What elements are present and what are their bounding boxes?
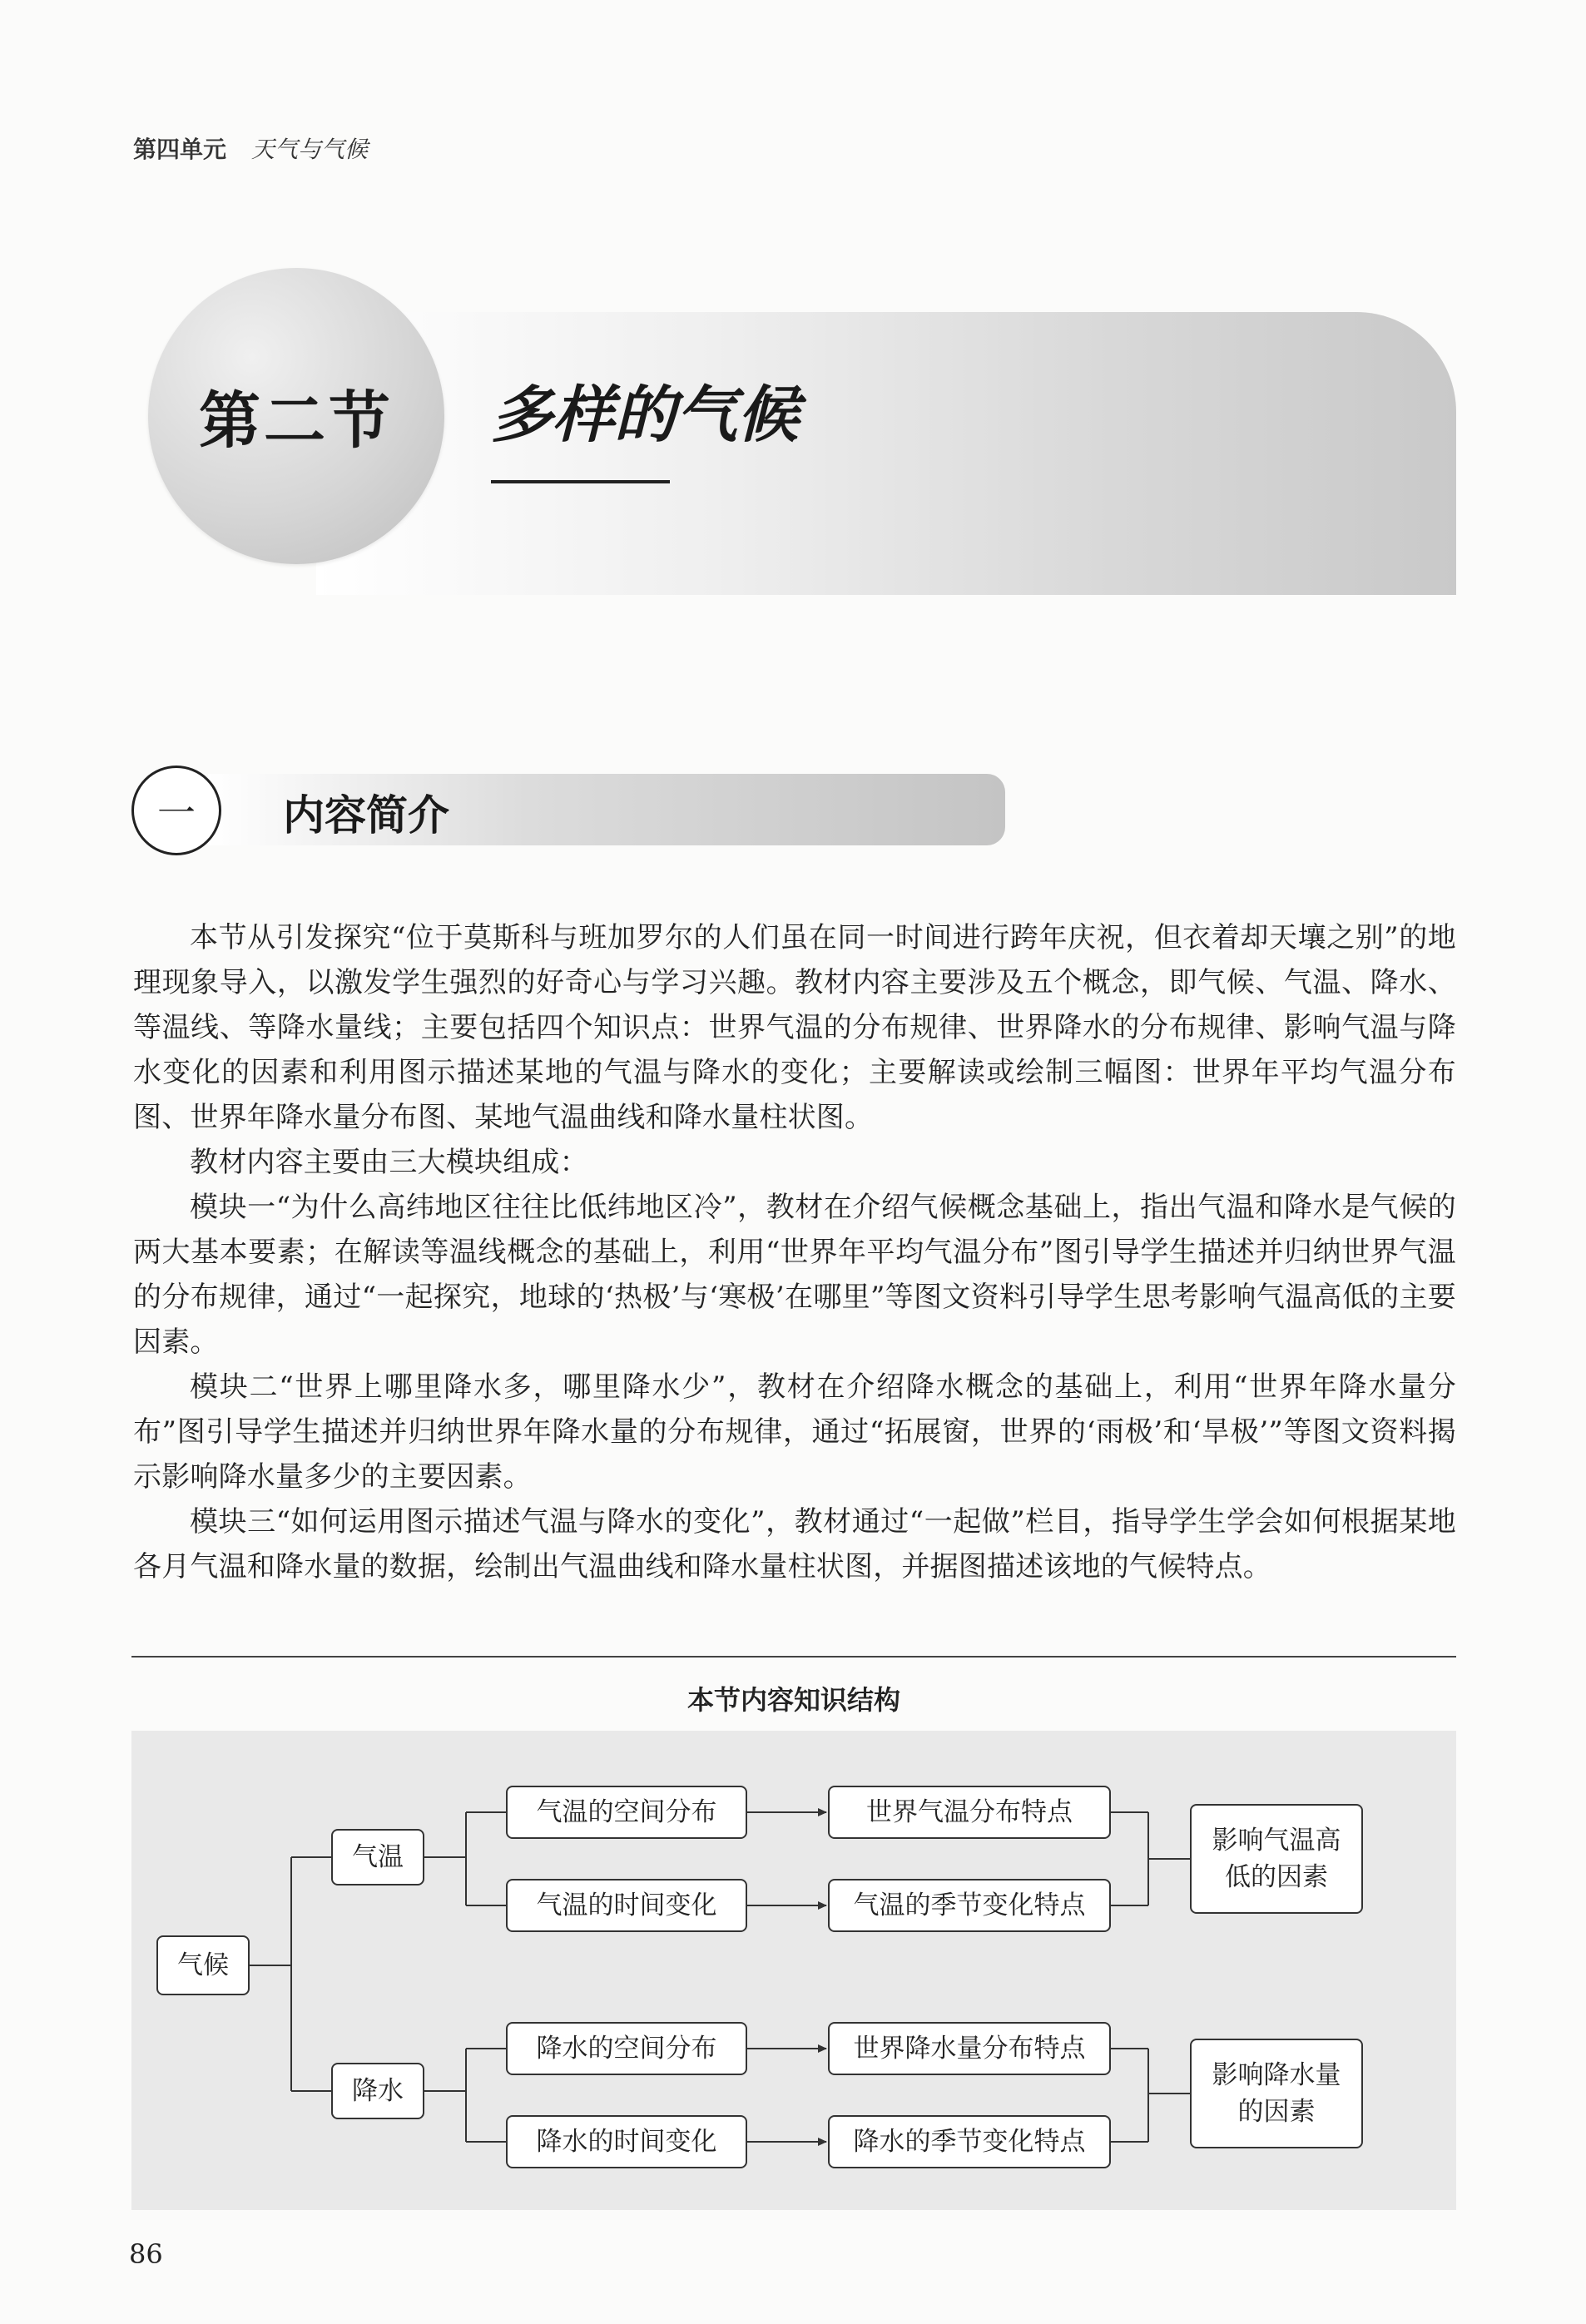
node-temperature-temporal: 气温的时间变化 — [506, 1879, 747, 1932]
unit-topic: 天气与气候 — [251, 136, 369, 163]
node-climate: 气候 — [156, 1935, 250, 1995]
paragraph: 模块三“如何运用图示描述气温与降水的变化”，教材通过“一起做”栏目，指导学生学会如何根据某地各月气温和降水量的数据，绘制出气温曲线和降水量柱状图，并据图描述该地的气候特点。 — [133, 1505, 1456, 1583]
node-temperature-factors: 影响气温高低的因素 — [1190, 1804, 1363, 1914]
node-precipitation-temporal: 降水的时间变化 — [506, 2115, 747, 2168]
paragraph: 教材内容主要由三大模块组成： — [190, 1146, 588, 1179]
unit-label: 第四单元 — [133, 136, 227, 163]
node-precipitation-factors: 影响降水量的因素 — [1190, 2039, 1363, 2148]
page-number: 86 — [129, 2238, 163, 2270]
subsection-number: 一 — [157, 790, 196, 835]
node-temperature: 气温 — [331, 1829, 424, 1885]
node-temperature-spatial-feature: 世界气温分布特点 — [828, 1786, 1111, 1839]
node-precipitation-spatial-feature: 世界降水量分布特点 — [828, 2022, 1111, 2075]
node-temperature-temporal-feature: 气温的季节变化特点 — [828, 1879, 1111, 1932]
divider — [131, 1656, 1456, 1658]
paragraph: 模块二“世界上哪里降水多，哪里降水少”，教材在介绍降水概念的基础上，利用“世界年降水量分布”图引导学生描述并归纳世界年降水量的分布规律，通过“拓展窗，世界的‘雨极’和‘旱极’”等图文资料揭示影响降水量多少的主要因素。 — [133, 1370, 1456, 1494]
paragraph: 模块一“为什么高纬地区往往比低纬地区冷”，教材在介绍气候概念基础上，指出气温和降水是气候的两大基本要素；在解读等温线概念的基础上，利用“世界年平均气温分布”图引导学生描述并归纳世界气温的分布规律，通过“一起探究，地球的‘热极’与‘寒极’在哪里”等图文资料引导学生思考影响气温高低的主要因素。 — [133, 1191, 1456, 1359]
title-banner — [316, 312, 1456, 595]
section-number: 第二节 — [199, 385, 394, 457]
paragraph: 本节从引发探究“位于莫斯科与班加罗尔的人们虽在同一时间进行跨年庆祝，但衣着却天壤之别”的地理现象导入，以激发学生强烈的好奇心与学习兴趣。教材内容主要涉及五个概念，即气候、气温、降水、等温线、等降水量线；主要包括四个知识点：世界气温的分布规律、世界降水的分布规律、影响气温与降水变化的因素和利用图示描述某地的气温与降水的变化；主要解读或绘制三幅图：世界年平均气温分布图、世界年降水量分布图、某地气温曲线和降水量柱状图。 — [133, 921, 1456, 1134]
subsection-title: 内容简介 — [283, 791, 449, 840]
diagram-title: 本节内容知识结构 — [686, 1684, 900, 1716]
title-underline — [491, 480, 670, 483]
body-text — [133, 915, 1456, 1589]
running-head — [133, 131, 368, 165]
section-title: 多样的气候 — [491, 379, 799, 451]
node-precipitation: 降水 — [331, 2063, 424, 2119]
node-precipitation-spatial: 降水的空间分布 — [506, 2022, 747, 2075]
node-precipitation-temporal-feature: 降水的季节变化特点 — [828, 2115, 1111, 2168]
node-temperature-spatial: 气温的空间分布 — [506, 1786, 747, 1839]
